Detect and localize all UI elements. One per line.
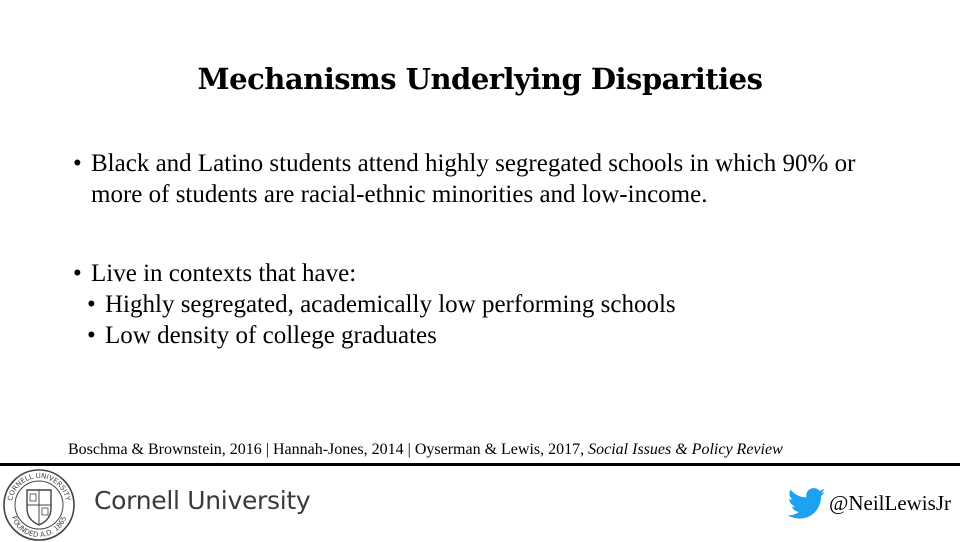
sub-bullet-text: Low density of college graduates (105, 322, 437, 349)
bullet-text: Live in contexts that have: (91, 260, 357, 287)
sub-bullet-list (70, 289, 910, 351)
sub-bullet-item (70, 320, 910, 351)
bullet-text: Black and Latino students attend highly segregated schools in which 90% or more of students are racial-ethnic minorities and low-income. (91, 150, 856, 208)
citation-authors: Boschma & Brownstein, 2016 | Hannah-Jones, 2014 | Oyserman & Lewis, 2017, (68, 441, 589, 458)
cornell-logo-text: Cornell University (94, 486, 311, 515)
slide-title: Mechanisms Underlying Disparities (197, 62, 763, 96)
seal-text-bottom: FOUNDED A.D. 1865 (9, 514, 69, 540)
sub-bullet-marker: • (87, 291, 96, 318)
bullet-marker: • (73, 260, 82, 287)
bullet-item (70, 148, 910, 210)
twitter-bird-icon (788, 488, 826, 520)
twitter-handle[interactable]: @NeilLewisJr (829, 491, 951, 515)
bullet-list (70, 148, 910, 351)
cornell-seal-icon (2, 468, 76, 542)
citation-journal: Social Issues & Policy Review (588, 441, 783, 458)
bullet-item (70, 258, 910, 351)
seal-text-top: CORNELL UNIVERSITY (6, 471, 72, 502)
citation (68, 441, 783, 459)
sub-bullet-text: Highly segregated, academically low performing schools (105, 291, 676, 318)
bullet-marker: • (73, 150, 82, 177)
sub-bullet-item (70, 289, 910, 320)
sub-bullet-marker: • (87, 322, 96, 349)
footer (0, 466, 960, 540)
